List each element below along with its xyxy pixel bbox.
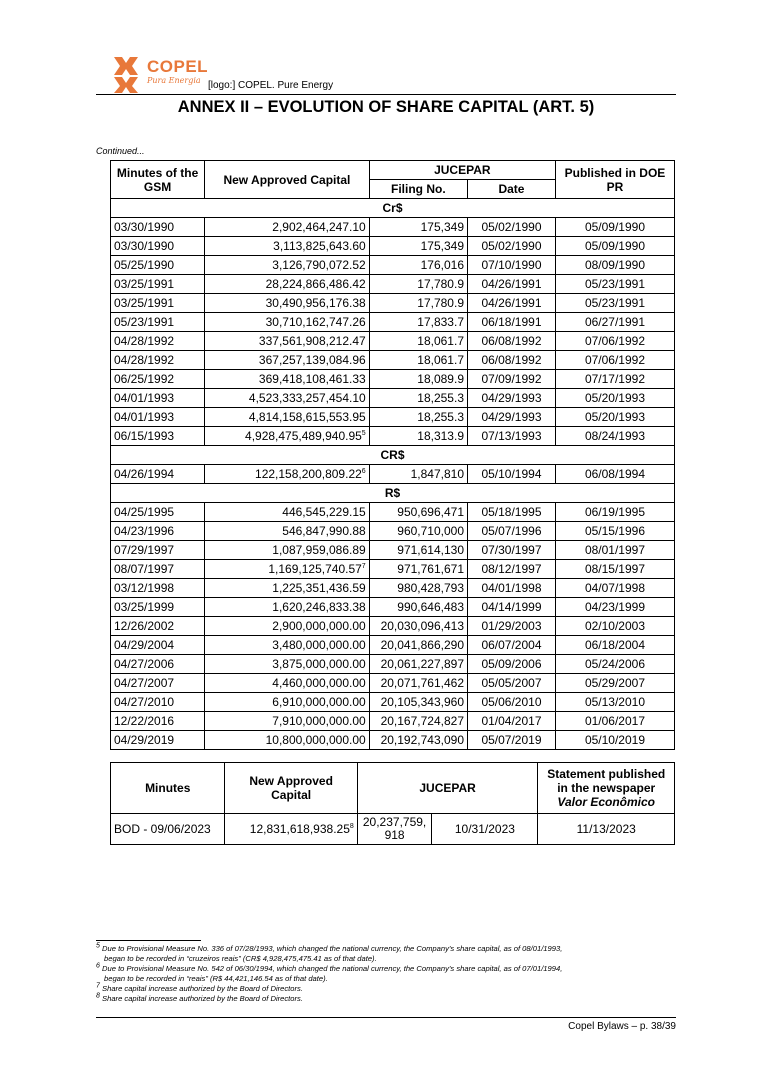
cell-gsm-date: 04/29/2019: [111, 731, 205, 750]
cell-filing: 176,016: [369, 256, 467, 275]
cell-date: 05/06/2010: [468, 693, 556, 712]
cell-published: 05/10/2019: [555, 731, 674, 750]
cell-published: 07/17/1992: [555, 370, 674, 389]
cell-gsm-date: 04/01/1993: [111, 389, 205, 408]
cell-minutes: BOD - 09/06/2023: [111, 814, 225, 845]
cell-filing: 950,696,471: [369, 503, 467, 522]
cell-published: 06/27/1991: [555, 313, 674, 332]
table-row: [111, 674, 675, 693]
cell-capital: [205, 256, 370, 275]
cell-published: 11/13/2023: [538, 814, 675, 845]
table-row: [111, 503, 675, 522]
footnote: [96, 984, 676, 994]
capital-value: 4,523,333,257,454.10: [248, 391, 366, 405]
table-row: [111, 294, 675, 313]
cell-filing: 971,761,671: [369, 560, 467, 579]
cell-date: 04/26/1991: [468, 294, 556, 313]
cell-capital: [205, 370, 370, 389]
cell-gsm-date: 07/29/1997: [111, 541, 205, 560]
cell-filing: 18,313.9: [369, 427, 467, 446]
cell-gsm-date: 03/25/1991: [111, 275, 205, 294]
cell-published: 05/23/1991: [555, 294, 674, 313]
capital-value: 7,910,000,000.00: [272, 714, 366, 728]
table-row: [111, 275, 675, 294]
footnote-number: 6: [96, 962, 100, 970]
cell-filing: 1,847,810: [369, 465, 467, 484]
cell-gsm-date: 06/15/1993: [111, 427, 205, 446]
capital-value: 30,490,956,176.38: [265, 296, 366, 310]
cell-capital: [205, 541, 370, 560]
footnote-number: 8: [96, 992, 100, 1000]
cell-published: 07/06/1992: [555, 351, 674, 370]
cell-date: 04/29/1993: [468, 408, 556, 427]
cell-capital: [225, 814, 357, 845]
cell-date: 05/18/1995: [468, 503, 556, 522]
cell-filing: 20,041,866,290: [369, 636, 467, 655]
cell-gsm-date: 04/27/2006: [111, 655, 205, 674]
capital-value: 446,545,229.15: [282, 505, 366, 519]
header-note: [logo:] COPEL. Pure Energy: [208, 80, 334, 91]
cell-date: 04/26/1991: [468, 275, 556, 294]
cell-filing: 18,255.3: [369, 389, 467, 408]
cell-capital: [205, 617, 370, 636]
cell-published: 05/15/1996: [555, 522, 674, 541]
cell-gsm-date: 03/25/1999: [111, 598, 205, 617]
capital-value: 1,169,125,740.57: [268, 562, 362, 576]
table-row: [111, 814, 675, 845]
cell-date: 05/09/2006: [468, 655, 556, 674]
cell-capital: [205, 218, 370, 237]
cell-gsm-date: 04/27/2007: [111, 674, 205, 693]
cell-gsm-date: 12/26/2002: [111, 617, 205, 636]
cell-capital: [205, 351, 370, 370]
cell-date: 06/07/2004: [468, 636, 556, 655]
table-row: [111, 636, 675, 655]
footnote-text: Due to Provisional Measure No. 542 of 06/30/1994, which changed the national currency, the Company’s share capital, as of 07/01/1994,: [102, 964, 563, 973]
capital-value: 546,847,990.88: [282, 524, 366, 538]
footnote-ref: 7: [361, 563, 366, 570]
cell-published: 05/29/2007: [555, 674, 674, 693]
cell-capital: [205, 693, 370, 712]
footnote-number: 5: [96, 942, 100, 950]
cell-capital: [205, 275, 370, 294]
cell-date: 05/02/1990: [468, 218, 556, 237]
header-new-approved-capital: New Approved Capital: [225, 763, 357, 814]
cell-date: 07/13/1993: [468, 427, 556, 446]
cell-published: 05/20/1993: [555, 408, 674, 427]
footnote-continuation: began to be recorded in “cruzeiros reais” (CR$ 4,928,475,475.41 as of that date).: [104, 954, 377, 963]
cell-filing: 17,780.9: [369, 275, 467, 294]
table-row: [111, 522, 675, 541]
cell-capital: [205, 560, 370, 579]
footnote-text: Share capital increase authorized by the Board of Directors.: [102, 994, 303, 1003]
footnote-ref: 5: [361, 430, 366, 437]
cell-published: 05/09/1990: [555, 218, 674, 237]
cell-filing: 18,061.7: [369, 351, 467, 370]
capital-value: 3,126,790,072.52: [272, 258, 366, 272]
logo-tagline: Pura Energia: [147, 76, 201, 85]
capital-value: 12,831,618,938.25: [249, 821, 350, 836]
cell-date: 05/02/1990: [468, 237, 556, 256]
cell-date: 06/08/1992: [468, 351, 556, 370]
capital-value: 3,875,000,000.00: [272, 657, 366, 671]
capital-value: 10,800,000,000.00: [265, 733, 366, 747]
currency-section-row: [111, 446, 675, 465]
capital-value: 337,561,908,212.47: [258, 334, 366, 348]
statement-newspaper: Valor Econômico: [557, 795, 655, 809]
cell-published: 06/08/1994: [555, 465, 674, 484]
cell-gsm-date: 04/26/1994: [111, 465, 205, 484]
cell-date: 06/18/1991: [468, 313, 556, 332]
cell-capital: [205, 674, 370, 693]
cell-date: 08/12/1997: [468, 560, 556, 579]
cell-published: 05/20/1993: [555, 389, 674, 408]
footnote-ref: 6: [361, 468, 366, 475]
cell-gsm-date: 04/29/2004: [111, 636, 205, 655]
cell-filing: 17,833.7: [369, 313, 467, 332]
currency-label: R$: [111, 484, 675, 503]
footnote-continuation: began to be recorded in “reais” (R$ 44,421,146.54 as of that date).: [104, 974, 328, 983]
cell-capital: [205, 503, 370, 522]
table-row: [111, 237, 675, 256]
footnote: [96, 944, 676, 954]
header-filing-no: Filing No.: [369, 180, 467, 199]
cell-filing: 960,710,000: [369, 522, 467, 541]
cell-gsm-date: 03/12/1998: [111, 579, 205, 598]
table-row: [111, 712, 675, 731]
cell-filing: 18,255.3: [369, 408, 467, 427]
header-date: Date: [468, 180, 556, 199]
footnote-number: 7: [96, 982, 100, 990]
header-minutes: Minutes: [111, 763, 225, 814]
cell-published: 04/23/1999: [555, 598, 674, 617]
cell-capital: [205, 465, 370, 484]
cell-gsm-date: 03/25/1991: [111, 294, 205, 313]
cell-gsm-date: 05/25/1990: [111, 256, 205, 275]
cell-capital: [205, 237, 370, 256]
capital-value: 2,902,464,247.10: [272, 220, 366, 234]
table-row: [111, 218, 675, 237]
footnote-ref: 8: [349, 822, 354, 830]
cell-gsm-date: 03/30/1990: [111, 218, 205, 237]
table-row: [111, 579, 675, 598]
cell-published: 05/09/1990: [555, 237, 674, 256]
cell-date: 07/09/1992: [468, 370, 556, 389]
cell-date: 05/05/2007: [468, 674, 556, 693]
continued-label: Continued...: [96, 146, 145, 156]
cell-filing: 18,061.7: [369, 332, 467, 351]
cell-published: 08/15/1997: [555, 560, 674, 579]
header-statement-published: [538, 763, 675, 814]
cell-gsm-date: 04/25/1995: [111, 503, 205, 522]
cell-gsm-date: 04/01/1993: [111, 408, 205, 427]
cell-filing: 20,167,724,827: [369, 712, 467, 731]
table-row: [111, 313, 675, 332]
cell-filing: 18,089.9: [369, 370, 467, 389]
cell-date: 01/04/2017: [468, 712, 556, 731]
capital-value: 28,224,866,486.42: [265, 277, 366, 291]
currency-label: CR$: [111, 446, 675, 465]
cell-date: 06/08/1992: [468, 332, 556, 351]
cell-capital: [205, 389, 370, 408]
bod-capital-table: [110, 762, 675, 845]
table-row: [111, 351, 675, 370]
cell-published: 04/07/1998: [555, 579, 674, 598]
page-number: Copel Bylaws – p. 38/39: [568, 1021, 676, 1032]
cell-published: 06/19/1995: [555, 503, 674, 522]
cell-gsm-date: 04/28/1992: [111, 351, 205, 370]
cell-gsm-date: 03/30/1990: [111, 237, 205, 256]
capital-value: 3,480,000,000.00: [272, 638, 366, 652]
cell-capital: [205, 522, 370, 541]
cell-gsm-date: 06/25/1992: [111, 370, 205, 389]
cell-gsm-date: 04/23/1996: [111, 522, 205, 541]
capital-value: 3,113,825,643.60: [273, 239, 366, 253]
capital-value: 122,158,200,809.22: [255, 467, 362, 481]
header-new-approved-capital: New Approved Capital: [205, 161, 370, 199]
capital-value: 6,910,000,000.00: [272, 695, 366, 709]
table-row: [111, 389, 675, 408]
cell-filing: 990,646,483: [369, 598, 467, 617]
capital-value: 4,460,000,000.00: [272, 676, 366, 690]
table-body: [111, 199, 675, 750]
header-divider: [96, 94, 676, 95]
cell-gsm-date: 08/07/1997: [111, 560, 205, 579]
table-row: [111, 256, 675, 275]
cell-date: 07/10/1990: [468, 256, 556, 275]
cell-filing: 175,349: [369, 218, 467, 237]
capital-value: 2,900,000,000.00: [272, 619, 366, 633]
cell-capital: [205, 313, 370, 332]
cell-date: 04/14/1999: [468, 598, 556, 617]
capital-value: 369,418,108,461.33: [258, 372, 366, 386]
footnotes: [96, 944, 676, 1004]
cell-published: 08/01/1997: [555, 541, 674, 560]
cell-capital: [205, 731, 370, 750]
cell-published: 06/18/2004: [555, 636, 674, 655]
capital-value: 4,928,475,489,940.95: [245, 429, 362, 443]
table-row: [111, 655, 675, 674]
cell-date: 04/29/1993: [468, 389, 556, 408]
cell-published: 05/13/2010: [555, 693, 674, 712]
cell-capital: [205, 332, 370, 351]
cell-published: 05/23/1991: [555, 275, 674, 294]
table-row: [111, 370, 675, 389]
cell-capital: [205, 408, 370, 427]
cell-date: 05/07/2019: [468, 731, 556, 750]
table-row: [111, 332, 675, 351]
cell-date: 10/31/2023: [432, 814, 538, 845]
capital-value: 30,710,162,747.26: [265, 315, 366, 329]
footnote-text: Due to Provisional Measure No. 336 of 07/28/1993, which changed the national currency, the Company’s share capital, as of 08/01/1993,: [102, 944, 563, 953]
cell-published: 05/24/2006: [555, 655, 674, 674]
capital-value: 1,087,959,086.89: [272, 543, 366, 557]
cell-capital: [205, 427, 370, 446]
cell-filing: 20,061,227,897: [369, 655, 467, 674]
capital-value: 1,225,351,436.59: [272, 581, 366, 595]
capital-value: 367,257,139,084.96: [258, 353, 366, 367]
cell-capital: [205, 636, 370, 655]
cell-published: 08/09/1990: [555, 256, 674, 275]
header-minutes-gsm: Minutes of the GSM: [111, 161, 205, 199]
cell-gsm-date: 05/23/1991: [111, 313, 205, 332]
cell-capital: [205, 579, 370, 598]
cell-capital: [205, 294, 370, 313]
cell-date: 05/07/1996: [468, 522, 556, 541]
capital-value: 1,620,246,833.38: [272, 600, 366, 614]
cell-gsm-date: 04/27/2010: [111, 693, 205, 712]
cell-published: 07/06/1992: [555, 332, 674, 351]
cell-filing: 980,428,793: [369, 579, 467, 598]
table-row: [111, 541, 675, 560]
capital-value: 4,814,158,615,553.95: [248, 410, 366, 424]
header-published-doe: Published in DOE PR: [555, 161, 674, 199]
currency-section-row: [111, 199, 675, 218]
footnote-divider: [96, 940, 201, 941]
cell-date: 04/01/1998: [468, 579, 556, 598]
cell-capital: [205, 655, 370, 674]
footnote: [96, 994, 676, 1004]
currency-section-row: [111, 484, 675, 503]
cell-gsm-date: 12/22/2016: [111, 712, 205, 731]
cell-capital: [205, 598, 370, 617]
cell-date: 01/29/2003: [468, 617, 556, 636]
cell-date: 05/10/1994: [468, 465, 556, 484]
table-row: [111, 408, 675, 427]
cell-filing: 20,030,096,413: [369, 617, 467, 636]
cell-filing: 20,237,759,918: [357, 814, 432, 845]
footnote-text: Share capital increase authorized by the Board of Directors.: [102, 984, 303, 993]
cell-filing: 175,349: [369, 237, 467, 256]
cell-capital: [205, 712, 370, 731]
table-row: [111, 427, 675, 446]
currency-label: Cr$: [111, 199, 675, 218]
table-row: [111, 731, 675, 750]
table-row: [111, 560, 675, 579]
footnote: [96, 964, 676, 974]
footer-divider: [96, 1017, 676, 1018]
share-capital-table: [110, 160, 675, 750]
statement-prefix: Statement published in the newspaper: [547, 767, 666, 795]
logo-wordmark: COPEL: [147, 57, 209, 76]
cell-published: 02/10/2003: [555, 617, 674, 636]
cell-filing: 17,780.9: [369, 294, 467, 313]
cell-published: 01/06/2017: [555, 712, 674, 731]
cell-date: 07/30/1997: [468, 541, 556, 560]
cell-filing: 20,105,343,960: [369, 693, 467, 712]
cell-filing: 20,071,761,462: [369, 674, 467, 693]
table-row: [111, 598, 675, 617]
header-jucepar: JUCEPAR: [357, 763, 538, 814]
cell-published: 08/24/1993: [555, 427, 674, 446]
table-row: [111, 465, 675, 484]
table-row: [111, 617, 675, 636]
header-jucepar: JUCEPAR: [369, 161, 555, 180]
table-row: [111, 693, 675, 712]
page-title: ANNEX II – EVOLUTION OF SHARE CAPITAL (ART. 5): [177, 98, 595, 116]
cell-filing: 971,614,130: [369, 541, 467, 560]
cell-filing: 20,192,743,090: [369, 731, 467, 750]
cell-gsm-date: 04/28/1992: [111, 332, 205, 351]
